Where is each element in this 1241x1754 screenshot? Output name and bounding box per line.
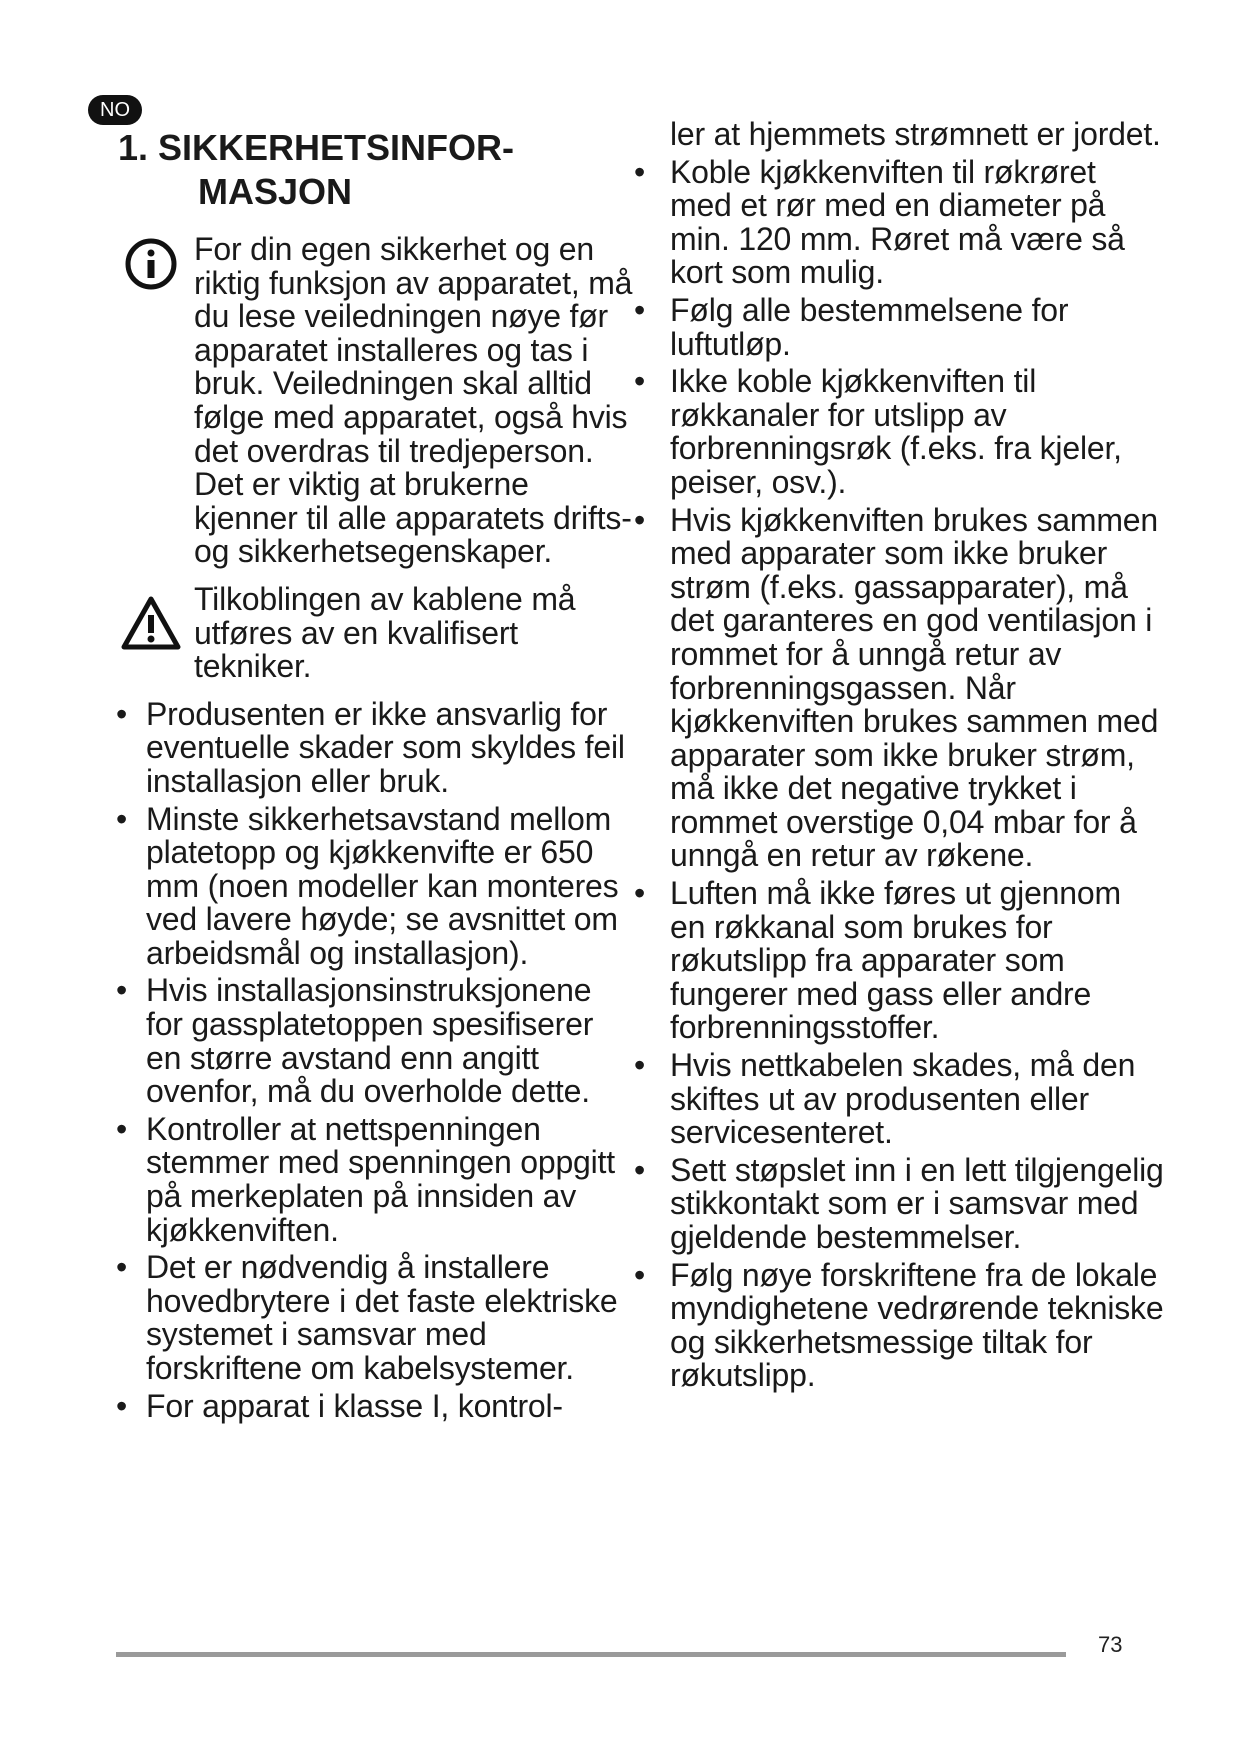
list-item — [634, 501, 1164, 874]
continued-text: ler at hjemmets strømnett er jordet. — [670, 116, 1161, 152]
info-note — [116, 233, 636, 569]
list-item — [116, 1251, 636, 1385]
warning-icon — [120, 595, 182, 651]
list-item-text: Minste sikkerhetsavstand mellom platetopp og kjøkkenvifte er 650 mm (noen modeller kan monteres ved lavere høyde; se avsnittet om arbeidsmål og installasjon). — [146, 800, 619, 971]
list-item — [634, 291, 1164, 362]
list-item-text: Ikke koble kjøkkenviften til røkkanaler for utslipp av forbrenningsrøk (f.eks. fra kjeler, peiser, osv.). — [670, 363, 1122, 500]
bullet-mark: • — [116, 972, 128, 1009]
bullet-mark: • — [634, 1151, 646, 1188]
list-item — [634, 153, 1164, 291]
right-column — [634, 118, 1164, 1397]
footer-divider — [116, 1652, 1066, 1657]
bullet-mark: • — [634, 501, 646, 538]
info-icon — [124, 237, 178, 291]
bullet-mark: • — [634, 1256, 646, 1293]
list-item — [116, 695, 636, 799]
bullet-mark: • — [634, 875, 646, 912]
list-item-text: Hvis nettkabelen skades, må den skiftes ut av produsenten eller servicesenteret. — [670, 1047, 1136, 1151]
list-item-text: Det er nødvendig å installere hovedbrytere i det faste elektriske systemet i samsvar med forskriftene om kabelsystemer. — [146, 1249, 618, 1386]
list-item — [634, 365, 1164, 499]
list-item-text: Følg alle bestemmelsene for luftutløp. — [670, 291, 1069, 362]
warning-note — [116, 580, 636, 685]
left-column — [116, 233, 636, 1427]
bullet-mark: • — [116, 695, 128, 732]
page-number: 73 — [1098, 1632, 1123, 1657]
bullet-mark: • — [116, 800, 128, 837]
list-item-text: Følg nøye forskriftene fra de lokale myndighetene vedrørende tekniske og sikkerhetsmessige tiltak for røkutslipp. — [670, 1256, 1164, 1394]
language-badge: NO — [88, 95, 142, 125]
list-item-text: Kontroller at nettspenningen stemmer med spenningen oppgitt på merkeplaten på innsiden av kjøkkenviften. — [146, 1110, 615, 1248]
heading-line-1: 1. SIKKERHETSINFOR- — [118, 127, 515, 168]
bullet-mark: • — [116, 1110, 128, 1147]
list-item — [634, 1256, 1164, 1394]
list-item-text: Hvis installasjonsinstruksjonene for gassplatetoppen spesifiserer en større avstand enn angitt ovenfor, må du overholde dette. — [146, 972, 594, 1110]
bullet-mark: • — [634, 1047, 646, 1084]
info-note-text: For din egen sikkerhet og en riktig funksjon av apparatet, må du lese veiledningen nøye før apparatet installeres og tas i bruk. Veiledningen skal alltid følge med apparatet, også hvis det overdras til tredjeperson. Det er viktig at brukerne kjenner til alle apparatets drifts- og sikkerhetsegenskaper. — [194, 231, 633, 570]
section-heading — [118, 126, 514, 214]
list-item — [634, 877, 1164, 1045]
list-item — [634, 1049, 1164, 1150]
list-item-text: Sett støpslet inn i en lett tilgjengelig stikkontakt som er i samsvar med gjeldende bestemmelser. — [670, 1151, 1164, 1255]
bullet-mark: • — [634, 363, 646, 400]
bullet-mark: • — [116, 1249, 128, 1286]
right-bullet-list — [634, 153, 1164, 1394]
list-item — [116, 974, 636, 1108]
warning-note-text: Tilkoblingen av kablene må utføres av en kvalifisert tekniker. — [194, 580, 576, 685]
list-item — [116, 800, 636, 971]
list-item-text: Hvis kjøkkenviften brukes sammen med apparater som ikke bruker strøm (f.eks. gassapparater), må det garanteres en god ventilasjon i rommet for å unngå retur av forbrenningsgassen. Når kjøkkenviften brukes sammen med apparater som ikke bruker strøm, må ikke det negative trykket i rommet overstige 0,04 mbar for å unngå en retur av røkene. — [670, 501, 1159, 874]
bullet-mark: • — [634, 291, 646, 328]
list-item-text: Produsenten er ikke ansvarlig for eventuelle skader som skyldes feil installasjon eller bruk. — [146, 695, 625, 799]
bullet-mark: • — [116, 1387, 128, 1424]
list-item-text: Luften må ikke føres ut gjennom en røkkanal som brukes for røkutslipp fra apparater som fungerer med gass eller andre forbrenningsstoffer. — [670, 875, 1121, 1046]
list-item — [116, 1110, 636, 1248]
list-item-text: For apparat i klasse I, kontrol- — [146, 1387, 563, 1424]
bullet-mark: • — [634, 153, 646, 190]
list-item — [116, 1387, 636, 1424]
left-bullet-list — [116, 695, 636, 1424]
list-item — [634, 1151, 1164, 1255]
heading-line-2: MASJON — [198, 171, 353, 212]
list-item-text: Koble kjøkkenviften til røkrøret med et rør med en diameter på min. 120 mm. Røret må være så kort som mulig. — [670, 153, 1125, 291]
